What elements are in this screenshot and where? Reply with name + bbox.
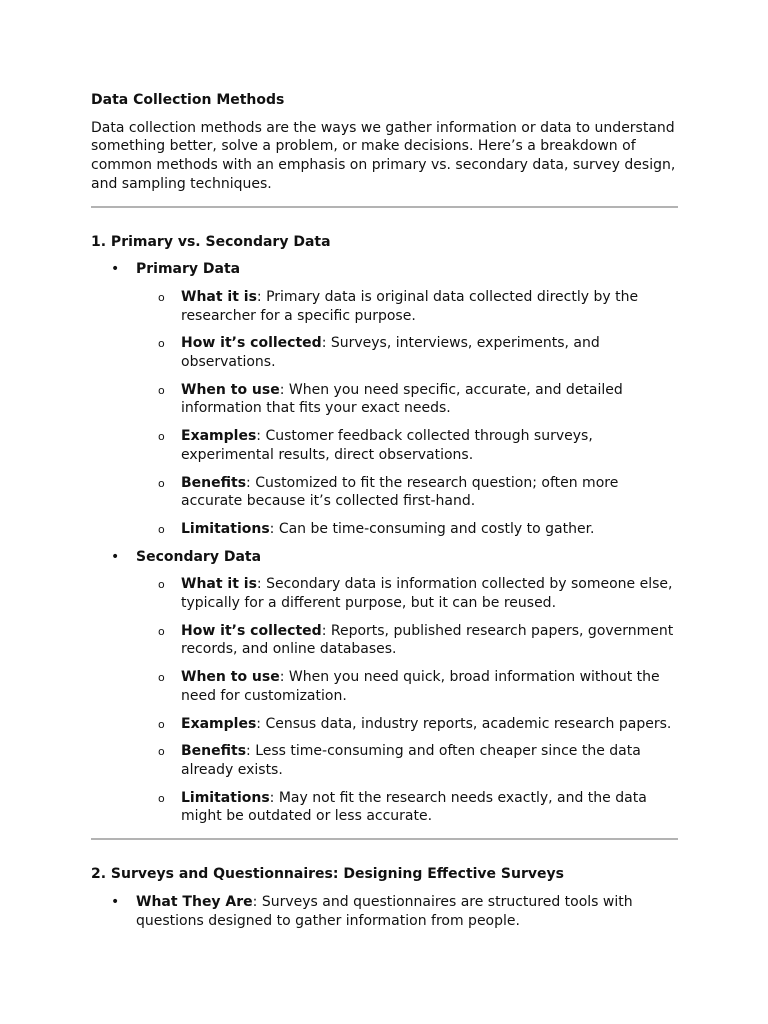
circle-bullet-icon: o	[158, 337, 165, 351]
section1-bullet-list	[91, 260, 678, 826]
horizontal-divider	[91, 838, 678, 840]
item-text: : Secondary data is information collected by someone else, typically for a different purpose, but it can be reused.	[181, 576, 673, 612]
list-item	[136, 622, 678, 659]
secondary-data-sublist	[136, 575, 678, 826]
list-item	[136, 715, 678, 734]
item-term: Limitations	[181, 789, 270, 806]
horizontal-divider	[91, 206, 678, 208]
item-text: : Primary data is original data collected directly by the researcher for a specific purpose.	[181, 288, 639, 324]
circle-bullet-icon: o	[158, 522, 165, 536]
circle-bullet-icon: o	[158, 671, 165, 685]
list-item	[136, 474, 678, 511]
item-term: Examples	[181, 428, 257, 445]
item-term: When to use	[181, 669, 280, 686]
bullet-icon: •	[111, 548, 120, 565]
list-item	[136, 520, 678, 539]
list-item-primary-data	[91, 260, 678, 538]
section-heading-primary-vs-secondary: 1. Primary vs. Secondary Data	[91, 233, 331, 250]
item-text: : Reports, published research papers, government records, and online databases.	[181, 622, 674, 658]
item-text: : Census data, industry reports, academic research papers.	[256, 715, 672, 732]
list-item-heading: Secondary Data	[136, 548, 262, 565]
circle-bullet-icon: o	[158, 791, 165, 805]
list-item	[136, 668, 678, 705]
primary-data-sublist	[136, 288, 678, 539]
item-term: Examples	[181, 715, 257, 732]
list-item	[136, 334, 678, 371]
document-body	[91, 91, 678, 930]
circle-bullet-icon: o	[158, 430, 165, 444]
list-item-secondary-data	[91, 548, 678, 826]
list-item	[136, 288, 678, 325]
section2-bullet-list	[91, 893, 678, 930]
item-term: Limitations	[181, 520, 270, 537]
item-term: What it is	[181, 288, 257, 305]
list-item	[136, 381, 678, 418]
section-heading-surveys: 2. Surveys and Questionnaires: Designing Effective Surveys	[91, 866, 564, 883]
item-term: When to use	[181, 381, 280, 398]
item-text: : May not fit the research needs exactly, and the data might be outdated or less accurate.	[181, 789, 647, 825]
item-term: Benefits	[181, 474, 247, 491]
item-text: : Can be time-consuming and costly to gather.	[269, 520, 595, 537]
list-item	[136, 742, 678, 779]
item-text: : Customized to fit the research question; often more accurate because it’s collected first-hand.	[181, 474, 619, 510]
document-title: Data Collection Methods	[91, 92, 285, 108]
list-item	[136, 789, 678, 826]
circle-bullet-icon: o	[158, 578, 165, 592]
list-item-what-they-are	[91, 893, 678, 930]
intro-paragraph: Data collection methods are the ways we gather information or data to understand something better, solve a problem, or make decisions. Here’s a breakdown of common methods with an emphasis on primary vs. secondary data, survey design, and sampling techniques.	[91, 119, 676, 192]
item-text: : When you need specific, accurate, and detailed information that fits your exact needs.	[181, 381, 623, 417]
item-term: What They Are	[136, 893, 253, 910]
bullet-icon: •	[111, 261, 120, 278]
item-term: How it’s collected	[181, 622, 322, 639]
item-text: : Less time-consuming and often cheaper since the data already exists.	[181, 743, 641, 778]
list-item	[136, 575, 678, 612]
item-term: What it is	[181, 576, 257, 593]
circle-bullet-icon: o	[158, 476, 165, 490]
circle-bullet-icon: o	[158, 290, 165, 304]
circle-bullet-icon: o	[158, 717, 165, 731]
list-item	[136, 427, 678, 464]
item-term: Benefits	[181, 743, 247, 760]
item-text: : When you need quick, broad information without the need for customization.	[181, 669, 660, 704]
bullet-icon: •	[111, 893, 120, 910]
circle-bullet-icon: o	[158, 745, 165, 759]
circle-bullet-icon: o	[158, 383, 165, 397]
item-text: : Customer feedback collected through surveys, experimental results, direct observations.	[181, 428, 593, 463]
item-text: : Surveys, interviews, experiments, and observations.	[181, 335, 600, 371]
item-text: : Surveys and questionnaires are structured tools with questions designed to gather information from people.	[136, 893, 633, 929]
list-item-heading: Primary Data	[136, 261, 241, 278]
circle-bullet-icon: o	[158, 624, 165, 638]
item-term: How it’s collected	[181, 335, 322, 352]
